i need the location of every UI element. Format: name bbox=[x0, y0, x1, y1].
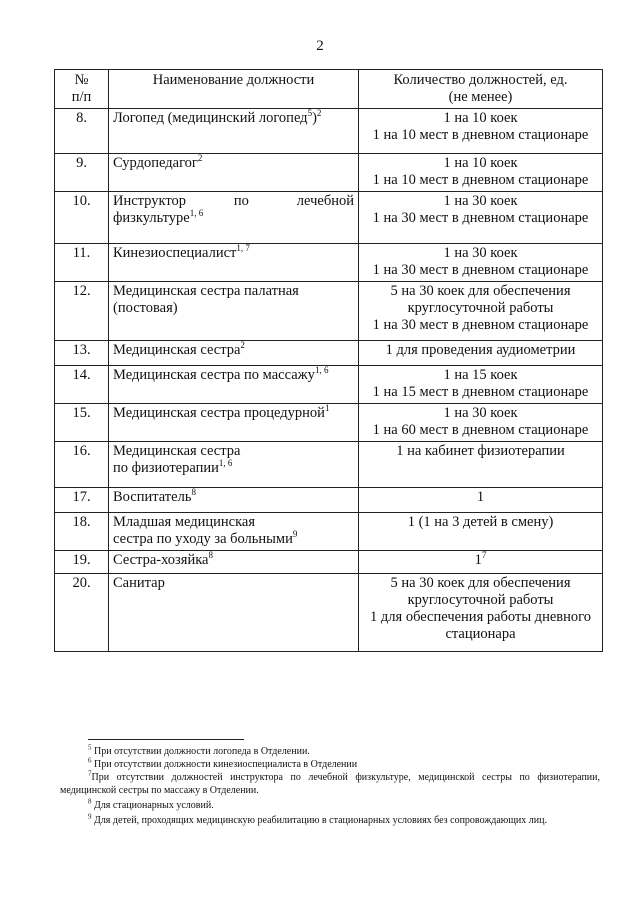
header-num-line2: п/п bbox=[71, 89, 92, 105]
position-name-text: физкультуре bbox=[113, 210, 190, 226]
footnote-mark: 7 bbox=[88, 769, 92, 778]
position-name bbox=[109, 341, 359, 366]
position-name-text: Медицинская сестра bbox=[113, 342, 241, 358]
position-name bbox=[109, 192, 359, 244]
header-name bbox=[109, 70, 359, 109]
position-quantity bbox=[359, 341, 603, 366]
position-quantity bbox=[359, 282, 603, 341]
footnote-ref: 9 bbox=[292, 529, 298, 540]
quantity-line: 1 на 30 мест в дневном стационаре bbox=[372, 262, 589, 278]
footnote-ref: 1, 6 bbox=[218, 458, 233, 469]
table-row bbox=[55, 109, 603, 154]
position-name-text: (постовая) bbox=[113, 300, 178, 316]
footnote-text: При отсутствии должности логопеда в Отделении. bbox=[94, 746, 310, 757]
row-number: 18. bbox=[55, 513, 109, 551]
position-quantity bbox=[359, 574, 603, 652]
quantity-line: 1 на 30 мест в дневном стационаре bbox=[372, 317, 589, 333]
footnote-ref: 1 bbox=[324, 403, 330, 414]
quantity-line: 1 на 30 мест в дневном стационаре bbox=[372, 210, 589, 226]
position-name-text: Медицинская сестра по массажу bbox=[113, 367, 315, 383]
quantity-line: 1 на 30 коек bbox=[443, 193, 518, 209]
footnote bbox=[60, 758, 600, 771]
row-number: 12. bbox=[55, 282, 109, 341]
row-number: 14. bbox=[55, 366, 109, 404]
table-row bbox=[55, 366, 603, 404]
footnote bbox=[60, 771, 600, 797]
position-quantity bbox=[359, 404, 603, 442]
position-quantity bbox=[359, 513, 603, 551]
quantity-line: 1 на 10 коек bbox=[443, 110, 518, 126]
row-number: 16. bbox=[55, 442, 109, 488]
row-number: 20. bbox=[55, 574, 109, 652]
position-quantity bbox=[359, 551, 603, 574]
row-number: 17. bbox=[55, 488, 109, 513]
position-name-text: Медицинская сестра палатная bbox=[113, 283, 299, 299]
quantity-line: круглосуточной работы bbox=[407, 592, 554, 608]
footnote-mark: 6 bbox=[88, 756, 92, 765]
footnote-text: Для стационарных условий. bbox=[94, 800, 214, 811]
header-qty bbox=[359, 70, 603, 109]
table-row bbox=[55, 551, 603, 574]
position-name bbox=[109, 154, 359, 192]
table-row bbox=[55, 488, 603, 513]
row-number: 9. bbox=[55, 154, 109, 192]
table-row bbox=[55, 574, 603, 652]
position-quantity bbox=[359, 109, 603, 154]
position-name-text: Медицинская сестра bbox=[113, 443, 241, 459]
position-quantity bbox=[359, 488, 603, 513]
quantity-line: 1 bbox=[476, 489, 485, 505]
position-quantity bbox=[359, 192, 603, 244]
position-name bbox=[109, 244, 359, 282]
table-row bbox=[55, 404, 603, 442]
position-quantity bbox=[359, 366, 603, 404]
quantity-line: стационара bbox=[445, 626, 516, 642]
staffing-table bbox=[54, 69, 603, 652]
footnote-text: Для детей, проходящих медицинскую реабилитацию в стационарных условиях без сопровождающих лиц. bbox=[94, 815, 547, 826]
position-name-text: по физиотерапии bbox=[113, 460, 219, 476]
quantity-line: 1 на кабинет физиотерапии bbox=[396, 443, 565, 459]
table-row bbox=[55, 442, 603, 488]
footnote-text: При отсутствии должности кинезиоспециалиста в Отделении bbox=[94, 759, 358, 770]
footnote-ref: 2 bbox=[197, 153, 203, 164]
table-row bbox=[55, 341, 603, 366]
footnote bbox=[60, 814, 600, 827]
position-name-text: Санитар bbox=[113, 575, 165, 591]
row-number: 15. bbox=[55, 404, 109, 442]
position-name bbox=[109, 551, 359, 574]
quantity-line: 1 bbox=[474, 552, 482, 568]
position-name-text: Медицинская сестра процедурной bbox=[113, 405, 325, 421]
quantity-line: 1 на 30 коек bbox=[443, 245, 518, 261]
position-quantity bbox=[359, 244, 603, 282]
position-name bbox=[109, 282, 359, 341]
quantity-line: 1 на 10 мест в дневном стационаре bbox=[372, 127, 589, 143]
footnote bbox=[60, 745, 600, 758]
table-row bbox=[55, 244, 603, 282]
position-name bbox=[109, 574, 359, 652]
position-name-text: Сурдопедагог bbox=[113, 155, 198, 171]
quantity-line: 1 для обеспечения работы дневного bbox=[370, 609, 591, 625]
row-number: 11. bbox=[55, 244, 109, 282]
quantity-line: 1 на 15 мест в дневном стационаре bbox=[372, 384, 589, 400]
row-number: 10. bbox=[55, 192, 109, 244]
position-name bbox=[109, 109, 359, 154]
quantity-line: 1 (1 на 3 детей в смену) bbox=[407, 514, 554, 530]
row-number: 19. bbox=[55, 551, 109, 574]
table-row bbox=[55, 282, 603, 341]
position-name-text: Логопед (медицинский логопед bbox=[113, 110, 308, 126]
quantity-line: 1 на 10 коек bbox=[443, 155, 518, 171]
header-name-text: Наименование должности bbox=[152, 72, 315, 88]
footnote-ref: 2 bbox=[316, 108, 322, 119]
table-row bbox=[55, 192, 603, 244]
footnote-divider bbox=[88, 739, 244, 740]
footnote-ref: 8 bbox=[208, 550, 213, 561]
footnote bbox=[60, 799, 600, 812]
position-name bbox=[109, 404, 359, 442]
table-row bbox=[55, 154, 603, 192]
footnote-ref: 1, 6 bbox=[314, 365, 329, 376]
position-quantity bbox=[359, 154, 603, 192]
quantity-line: 1 на 15 коек bbox=[443, 367, 518, 383]
header-qty-line1: Количество должностей, ед. bbox=[393, 72, 568, 88]
position-name-text: Инструктор по лечебной bbox=[113, 193, 354, 209]
quantity-line: 5 на 30 коек для обеспечения bbox=[390, 283, 571, 299]
footnote-mark: 9 bbox=[88, 812, 92, 821]
position-name-text: Воспитатель bbox=[113, 489, 192, 505]
footnote-ref: 1, 7 bbox=[236, 243, 250, 254]
position-name-text: Сестра-хозяйка bbox=[113, 552, 209, 568]
position-name bbox=[109, 366, 359, 404]
footnote-ref: 8 bbox=[191, 487, 196, 498]
footnotes bbox=[60, 745, 600, 827]
footnote-ref: 7 bbox=[481, 550, 487, 561]
position-name-text: Младшая медицинская bbox=[113, 514, 256, 530]
footnote-mark: 5 bbox=[88, 743, 92, 752]
header-qty-line2: (не менее) bbox=[448, 89, 513, 105]
header-num bbox=[55, 70, 109, 109]
position-name-text: Кинезиоспециалист bbox=[113, 245, 237, 261]
quantity-line: 1 на 60 мест в дневном стационаре bbox=[372, 422, 589, 438]
table-row bbox=[55, 513, 603, 551]
row-number: 13. bbox=[55, 341, 109, 366]
quantity-line: 1 для проведения аудиометрии bbox=[385, 342, 576, 358]
position-name bbox=[109, 442, 359, 488]
position-name bbox=[109, 488, 359, 513]
footnote-ref: 5 bbox=[307, 108, 313, 119]
position-name-text: ) bbox=[312, 110, 317, 126]
footnote-mark: 8 bbox=[88, 797, 92, 806]
footnote-text: При отсутствии должностей инструктора по лечебной физкультуре, медицинской сестры по физиотерапии, медицинской сестры по массажу в Отделении. bbox=[60, 772, 600, 796]
table-header-row bbox=[55, 70, 603, 109]
header-num-line1: № bbox=[74, 72, 89, 88]
position-name-text: сестра по уходу за больными bbox=[113, 531, 293, 547]
page-number: 2 bbox=[316, 38, 324, 54]
quantity-line: круглосуточной работы bbox=[407, 300, 554, 316]
position-quantity bbox=[359, 442, 603, 488]
position-name bbox=[109, 513, 359, 551]
quantity-line: 1 на 30 коек bbox=[443, 405, 518, 421]
quantity-line: 1 на 10 мест в дневном стационаре bbox=[372, 172, 589, 188]
quantity-line: 5 на 30 коек для обеспечения bbox=[390, 575, 571, 591]
footnote-ref: 2 bbox=[240, 340, 245, 351]
footnote-ref: 1, 6 bbox=[189, 208, 204, 219]
row-number: 8. bbox=[55, 109, 109, 154]
